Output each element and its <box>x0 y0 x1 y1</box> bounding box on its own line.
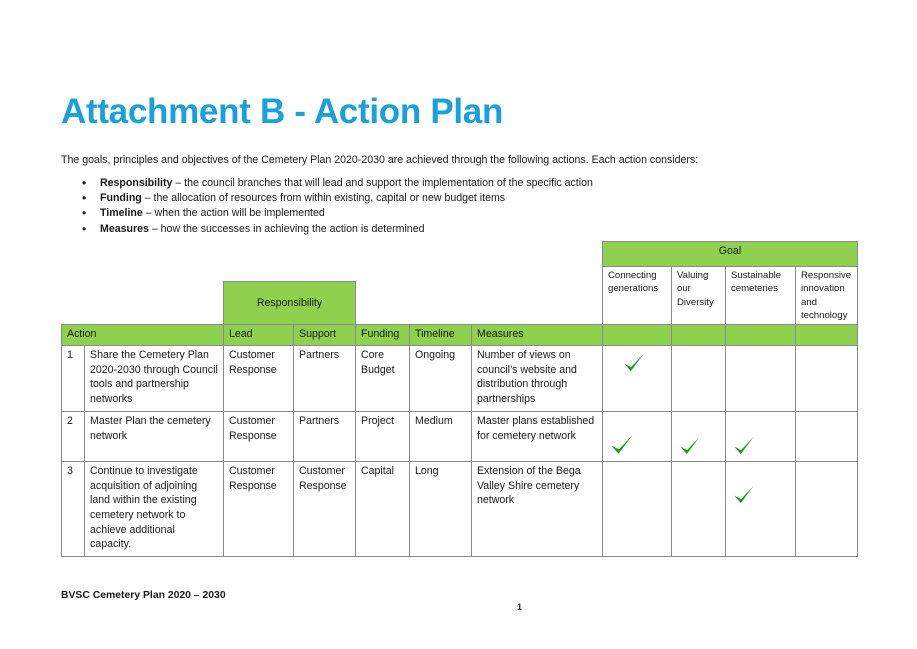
goal-cell <box>672 412 726 462</box>
funding-cell: Core Budget <box>356 346 410 412</box>
table-row <box>62 346 858 412</box>
action-number: 1 <box>62 346 85 412</box>
goal-cell <box>672 462 726 557</box>
goal-cell <box>796 346 858 412</box>
list-item: • Funding – the allocation of resources from within existing, capital or new budget items <box>82 191 593 206</box>
column-header-action: Action <box>62 325 224 346</box>
list-item: • Timeline – when the action will be implemented <box>82 206 593 221</box>
measures-cell: Number of views on council’s website and distribution through partnerships <box>472 346 603 412</box>
goal-cell <box>726 462 796 557</box>
goal-valuing-diversity: Valuing our Diversity <box>672 267 726 325</box>
goal-sustainable-cemeteries: Sustainable cemeteries <box>726 267 796 325</box>
support-cell: Customer Response <box>294 462 356 557</box>
funding-cell: Project <box>356 412 410 462</box>
goal-cell <box>726 412 796 462</box>
page-number: 1 <box>517 602 523 612</box>
goal-header: Goal <box>603 242 858 267</box>
measures-cell: Master plans established for cemetery network <box>472 412 603 462</box>
funding-cell: Capital <box>356 462 410 557</box>
action-description: Continue to investigate acquisition of adjoining land within the existing cemetery network to achieve additional capacity. <box>85 462 224 557</box>
measures-cell: Extension of the Bega Valley Shire cemetery network <box>472 462 603 557</box>
action-number: 2 <box>62 412 85 462</box>
lead-cell: Customer Response <box>224 412 294 462</box>
goal-cell <box>603 412 672 462</box>
responsibility-header: Responsibility <box>224 282 356 325</box>
action-description: Master Plan the cemetery network <box>85 412 224 462</box>
timeline-cell: Medium <box>410 412 472 462</box>
list-item: • Measures – how the successes in achieving the action is determined <box>82 222 593 237</box>
goal-connecting-generations: Connecting generations <box>603 267 672 325</box>
support-cell: Partners <box>294 412 356 462</box>
checkmark-icon <box>677 433 703 459</box>
checkmark-icon <box>608 431 636 459</box>
goal-cell <box>796 462 858 557</box>
timeline-cell: Ongoing <box>410 346 472 412</box>
column-header-lead: Lead <box>224 325 294 346</box>
considerations-list <box>82 176 593 237</box>
action-description: Share the Cemetery Plan 2020-2030 through Council tools and partnership networks <box>85 346 224 412</box>
column-header-support: Support <box>294 325 356 346</box>
goal-cell <box>603 346 672 412</box>
intro-paragraph: The goals, principles and objectives of the Cemetery Plan 2020-2030 are achieved through the following actions. Each action considers: <box>61 154 699 166</box>
document-footer: BVSC Cemetery Plan 2020 – 2030 <box>61 590 226 601</box>
timeline-cell: Long <box>410 462 472 557</box>
table-row <box>62 462 858 557</box>
goal-cell <box>796 412 858 462</box>
action-plan-table <box>61 241 858 557</box>
lead-cell: Customer Response <box>224 346 294 412</box>
table-row <box>62 412 858 462</box>
checkmark-icon <box>731 482 757 508</box>
action-number: 3 <box>62 462 85 557</box>
checkmark-icon <box>621 350 647 376</box>
list-item: • Responsibility – the council branches that will lead and support the implementation of the specific action <box>82 176 593 191</box>
lead-cell: Customer Response <box>224 462 294 557</box>
checkmark-icon <box>731 433 757 459</box>
goal-cell <box>726 346 796 412</box>
column-header-funding: Funding <box>356 325 410 346</box>
column-header-timeline: Timeline <box>410 325 472 346</box>
column-header-measures: Measures <box>472 325 603 346</box>
goal-responsive-innovation: Responsive innovation and technology <box>796 267 858 325</box>
support-cell: Partners <box>294 346 356 412</box>
goal-cell <box>603 462 672 557</box>
goal-cell <box>672 346 726 412</box>
page-title: Attachment B - Action Plan <box>61 92 504 131</box>
